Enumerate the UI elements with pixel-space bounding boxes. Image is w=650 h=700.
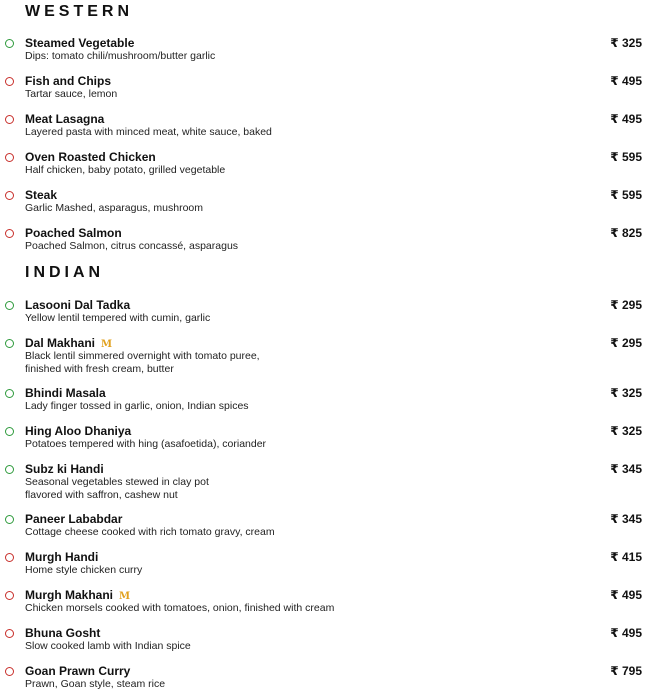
item-description: Poached Salmon, citrus concassé, asparagus (25, 240, 239, 252)
item-name: Steak (25, 188, 58, 202)
menu-item (0, 552, 650, 586)
menu-item (0, 300, 650, 334)
item-description: Potatoes tempered with hing (asafoetida), coriander (25, 438, 267, 450)
nonveg-indicator-icon (5, 667, 14, 676)
item-description: Cottage cheese cooked with rich tomato gravy, cream (25, 526, 275, 538)
item-price: ₹ 325 (610, 424, 642, 438)
item-name: Lasooni Dal Tadka (25, 298, 131, 312)
veg-indicator-icon (5, 389, 14, 398)
item-description: Chicken morsels cooked with tomatoes, onion, finished with cream (25, 602, 335, 614)
item-price: ₹ 325 (610, 36, 642, 50)
item-price: ₹ 795 (610, 664, 642, 678)
menu-item (0, 514, 650, 548)
veg-indicator-icon (5, 465, 14, 474)
menu-item (0, 114, 650, 148)
item-description: Half chicken, baby potato, grilled vegetable (25, 164, 226, 176)
menu-item (0, 666, 650, 700)
item-price: ₹ 345 (610, 462, 642, 476)
item-name: Paneer Lababdar (25, 512, 123, 526)
item-description: Black lentil simmered overnight with tomato puree, finished with fresh cream, butter (25, 350, 260, 375)
menu-item (0, 628, 650, 662)
item-description: Dips: tomato chili/mushroom/butter garlic (25, 50, 216, 62)
item-price: ₹ 595 (610, 150, 642, 164)
makhani-badge-icon: M (101, 339, 113, 350)
menu-item (0, 462, 650, 501)
item-name: Meat Lasagna (25, 112, 105, 126)
item-name: Bhuna Gosht (25, 626, 101, 640)
item-description: Home style chicken curry (25, 564, 143, 576)
nonveg-indicator-icon (5, 115, 14, 124)
item-price: ₹ 495 (610, 74, 642, 88)
section-title-indian: INDIAN (25, 264, 105, 281)
makhani-badge-icon: M (119, 591, 131, 602)
veg-indicator-icon (5, 515, 14, 524)
section-title-western: WESTERN (25, 3, 133, 20)
item-price: ₹ 495 (610, 626, 642, 640)
nonveg-indicator-icon (5, 229, 14, 238)
item-description: Tartar sauce, lemon (25, 88, 118, 100)
item-description: Slow cooked lamb with Indian spice (25, 640, 191, 652)
item-name: Fish and Chips (25, 74, 112, 88)
item-description: Garlic Mashed, asparagus, mushroom (25, 202, 203, 214)
veg-indicator-icon (5, 39, 14, 48)
item-description: Lady finger tossed in garlic, onion, Indian spices (25, 400, 249, 412)
item-price: ₹ 295 (610, 336, 642, 350)
item-name: Oven Roasted Chicken (25, 150, 156, 164)
item-name: Dal Makhani (25, 336, 96, 350)
item-name-with-badge (25, 588, 130, 602)
item-name: Subz ki Handi (25, 462, 104, 476)
item-price: ₹ 295 (610, 298, 642, 312)
menu-item (0, 190, 650, 224)
nonveg-indicator-icon (5, 77, 14, 86)
item-name: Hing Aloo Dhaniya (25, 424, 132, 438)
item-price: ₹ 595 (610, 188, 642, 202)
veg-indicator-icon (5, 301, 14, 310)
menu-item (0, 336, 650, 375)
item-price: ₹ 325 (610, 386, 642, 400)
menu-item (0, 38, 650, 72)
menu-item (0, 590, 650, 624)
nonveg-indicator-icon (5, 629, 14, 638)
item-name: Poached Salmon (25, 226, 122, 240)
item-name: Murgh Makhani (25, 588, 114, 602)
menu-item (0, 426, 650, 460)
item-name: Bhindi Masala (25, 386, 106, 400)
item-price: ₹ 345 (610, 512, 642, 526)
item-description: Prawn, Goan style, steam rice (25, 678, 166, 690)
item-price: ₹ 825 (610, 226, 642, 240)
nonveg-indicator-icon (5, 191, 14, 200)
item-name: Steamed Vegetable (25, 36, 135, 50)
item-description: Seasonal vegetables stewed in clay pot flavored with saffron, cashew nut (25, 476, 209, 501)
menu-item (0, 228, 650, 262)
veg-indicator-icon (5, 339, 14, 348)
item-description: Layered pasta with minced meat, white sauce, baked (25, 126, 272, 138)
item-price: ₹ 415 (610, 550, 642, 564)
item-price: ₹ 495 (610, 588, 642, 602)
nonveg-indicator-icon (5, 153, 14, 162)
veg-indicator-icon (5, 427, 14, 436)
nonveg-indicator-icon (5, 591, 14, 600)
menu-item (0, 152, 650, 186)
menu-item (0, 76, 650, 110)
nonveg-indicator-icon (5, 553, 14, 562)
item-description: Yellow lentil tempered with cumin, garlic (25, 312, 211, 324)
item-name-with-badge (25, 336, 112, 350)
item-price: ₹ 495 (610, 112, 642, 126)
item-name: Murgh Handi (25, 550, 99, 564)
item-name: Goan Prawn Curry (25, 664, 131, 678)
menu-item (0, 388, 650, 422)
